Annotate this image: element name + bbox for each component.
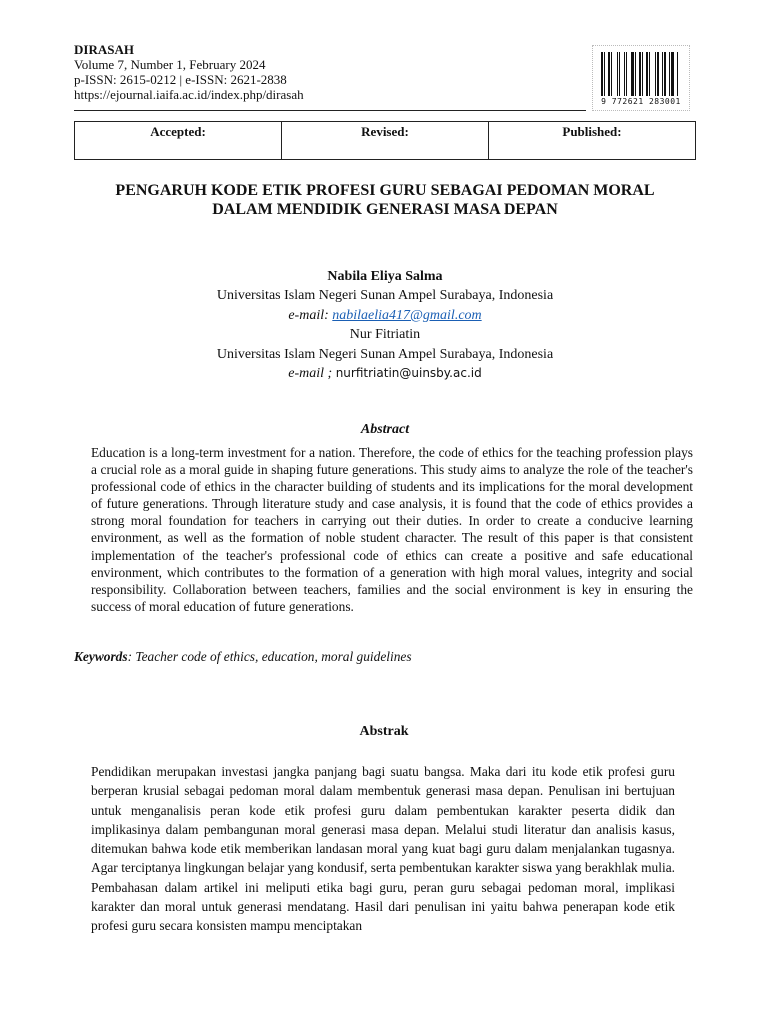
header-divider: [74, 110, 586, 111]
author-1-email-row: [74, 306, 696, 325]
journal-header: [74, 42, 304, 102]
author-block: [74, 267, 696, 383]
barcode-bar: [639, 52, 641, 96]
barcode-bar: [604, 52, 605, 96]
abstrak-heading: Abstrak: [359, 724, 409, 739]
author-1-email-link[interactable]: nabilaelia417@gmail.com: [332, 307, 482, 323]
barcode-bars: [601, 52, 681, 96]
barcode-bar: [635, 52, 636, 96]
published-cell: Published:: [489, 122, 696, 160]
author-1-name: Nabila Eliya Salma: [327, 269, 443, 284]
abstrak-body: Pendidikan merupakan investasi jangka panjang bagi suatu bangsa. Maka dari itu kode etik profesi guru berperan krusial sebagai pedoman moral dalam membentuk generasi masa depan. Penulisan ini bertujuan untuk menganalisis peran kode etik profesi guru dalam pembentukan karakter peserta didik dan implikasinya dalam pembangunan moral generasi masa depan. Melalui studi literatur dan analisis kasus, ditemukan bahwa kode etik memberikan landasan moral yang kuat bagi guru dalam menjalankan tugasnya. Agar terciptanya lingkungan belajar yang kondusif, serta pembentukan karakter siswa yang berakhlak mulia. Pembahasan dalam artikel ini meliputi etika bagi guru, peran guru sebagai pedoman moral, implikasi karakter dan moral untuk generasi mendatang. Hasil dari penulisan ini yaitu bahwa penerapan kode etik profesi guru secara konsisten mampu menciptakan: [91, 764, 675, 934]
barcode-bar: [677, 52, 678, 96]
barcode-bar: [671, 52, 674, 96]
author-2-affiliation: Universitas Islam Negeri Sunan Ampel Surabaya, Indonesia: [216, 346, 554, 362]
barcode-bar: [655, 52, 656, 96]
journal-url[interactable]: https://ejournal.iaifa.ac.id/index.php/dirasah: [74, 87, 304, 102]
barcode-bar: [662, 52, 663, 96]
barcode-bar: [657, 52, 659, 96]
barcode-bar: [626, 52, 627, 96]
barcode-bar: [631, 52, 634, 96]
abstract-body: Education is a long-term investment for a nation. Therefore, the code of ethics for the teaching profession plays a crucial role as a moral guide in shaping future generations. This study aims to analyze the role of the teacher's professional code of ethics in the character building of students and its implications for the moral development of future generations. Through literature study and case analysis, it is found that the code of ethics provides a strong moral foundation for teachers in carrying out their duties. In order to create a conducive learning environment, as well as the formation of noble student character. The result of this paper is that consistent implementation of the teacher's professional code of ethics can create a positive and safe educational environment, which contributes to the formation of a generation with high moral values, integrity and social responsibility. Collaboration between teachers, families and the social environment is key in ensuring the success of moral education of future generations.: [91, 445, 693, 614]
barcode-bar: [669, 52, 670, 96]
author-2-email-row: [74, 364, 696, 383]
email-label-1: e-mail:: [288, 307, 329, 323]
email-label-2: e-mail ;: [288, 366, 333, 382]
title-line-2: DALAM MENDIDIK GENERASI MASA DEPAN: [212, 201, 558, 218]
issn-barcode: [592, 45, 690, 111]
barcode-bar: [601, 52, 603, 96]
barcode-bar: [646, 52, 648, 96]
barcode-bar: [624, 52, 625, 96]
barcode-bar: [611, 52, 612, 96]
submission-dates-table: [74, 121, 696, 160]
keywords-label: Keywords: [74, 649, 128, 664]
barcode-bar: [664, 52, 666, 96]
journal-volume: Volume 7, Number 1, February 2024: [74, 57, 266, 72]
keywords-text: : Teacher code of ethics, education, moral guidelines: [127, 649, 412, 664]
paper-title: [74, 181, 696, 219]
revised-cell: Revised:: [282, 122, 489, 160]
abstract-heading: Abstract: [360, 422, 410, 437]
keywords-line: [74, 649, 412, 665]
author-1-affiliation: Universitas Islam Negeri Sunan Ampel Surabaya, Indonesia: [216, 288, 554, 304]
author-2-email: nurfitriatin@uinsby.ac.id: [335, 366, 482, 381]
barcode-bar: [649, 52, 650, 96]
barcode-digits: 9 772621 283001: [601, 97, 681, 106]
barcode-bar: [619, 52, 620, 96]
journal-name: DIRASAH: [74, 42, 134, 57]
barcode-bar: [608, 52, 610, 96]
accepted-cell: Accepted:: [75, 122, 282, 160]
author-2-name: Nur Fitriatin: [349, 327, 421, 343]
title-line-1: PENGARUH KODE ETIK PROFESI GURU SEBAGAI PEDOMAN MORAL: [115, 182, 655, 199]
barcode-bar: [617, 52, 618, 96]
journal-issn: p-ISSN: 2615-0212 | e-ISSN: 2621-2838: [74, 72, 287, 87]
barcode-bar: [642, 52, 643, 96]
